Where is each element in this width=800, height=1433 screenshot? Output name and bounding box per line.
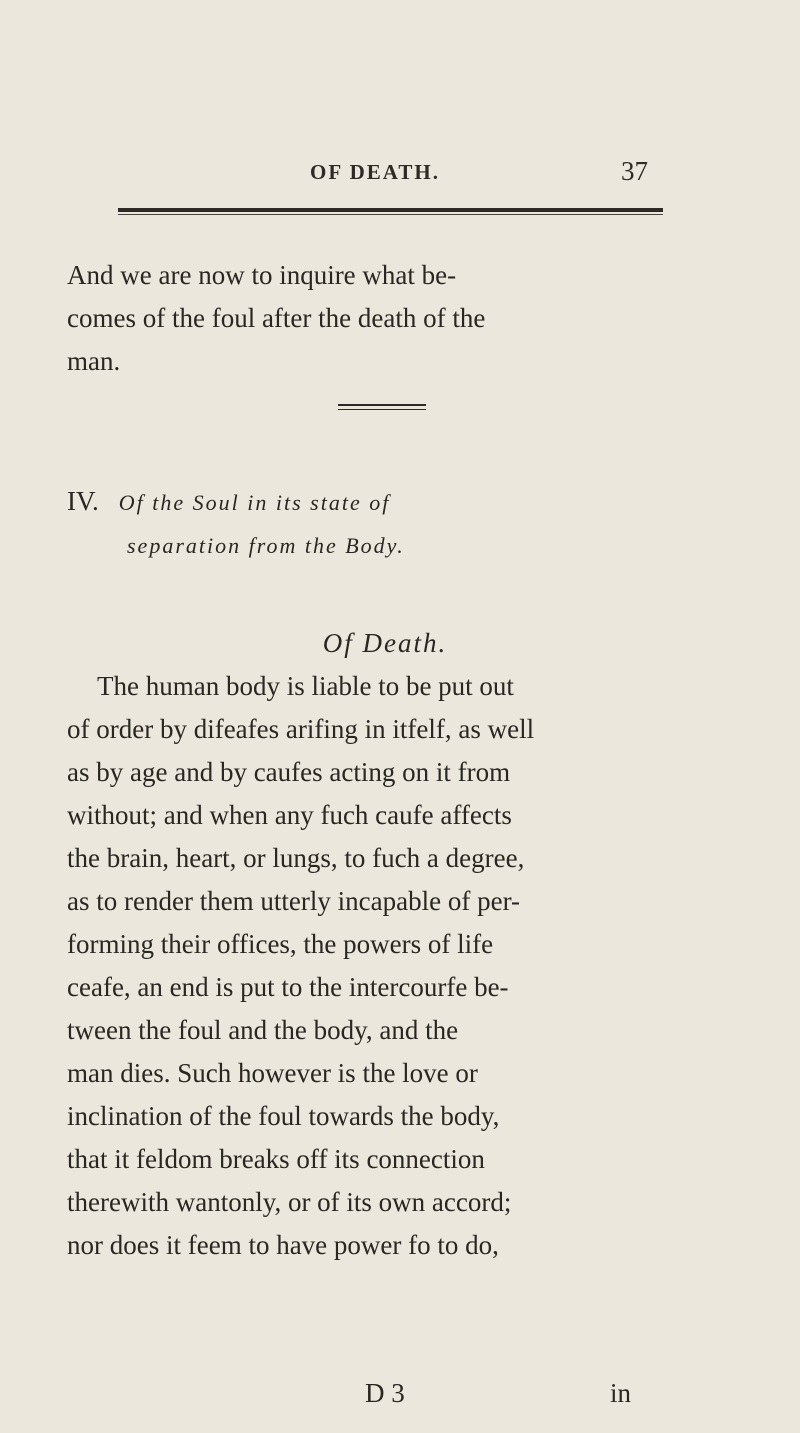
header-rule-thin bbox=[118, 214, 663, 215]
signature-mark: D 3 bbox=[365, 1378, 405, 1408]
text-line: man. bbox=[67, 346, 121, 376]
subsection-title bbox=[0, 628, 800, 659]
text-line: of order by difeafes arifing in itfelf, as well bbox=[67, 714, 535, 744]
running-head-title: OF DEATH. bbox=[310, 160, 441, 184]
text-line: ceafe, an end is put to the intercourfe be- bbox=[67, 972, 509, 1002]
section-title-line: Of the Soul in its state of bbox=[118, 490, 391, 515]
text-line: tween the foul and the body, and the bbox=[67, 1015, 459, 1045]
section-number: IV. bbox=[67, 486, 99, 516]
text-line: the brain, heart, or lungs, to fuch a degree, bbox=[67, 843, 525, 873]
running-head bbox=[0, 156, 800, 200]
text-line: man dies. Such however is the love or bbox=[67, 1058, 478, 1088]
text-line: therewith wantonly, or of its own accord; bbox=[67, 1187, 512, 1217]
text-line: inclination of the foul towards the body, bbox=[67, 1101, 500, 1131]
text-line: And we are now to inquire what be- bbox=[67, 260, 457, 290]
page-number: 37 bbox=[621, 156, 648, 186]
intro-paragraph bbox=[67, 254, 667, 383]
text-line: The human body is liable to be put out bbox=[97, 671, 514, 701]
text-line: without; and when any fuch caufe affects bbox=[67, 800, 512, 830]
text-line: nor does it feem to have power fo to do, bbox=[67, 1230, 499, 1260]
section-divider-rule bbox=[338, 404, 426, 406]
text-line: comes of the foul after the death of the bbox=[67, 303, 486, 333]
text-line: as by age and by caufes acting on it from bbox=[67, 757, 511, 787]
text-line: that it feldom breaks off its connection bbox=[67, 1144, 485, 1174]
text-line: as to render them utterly incapable of per- bbox=[67, 886, 521, 916]
section-divider-rule bbox=[338, 409, 426, 410]
subsection-title-text: Of Death. bbox=[322, 628, 448, 658]
catchword: in bbox=[610, 1378, 632, 1408]
body-paragraph bbox=[67, 665, 667, 1267]
header-rule-thick bbox=[118, 208, 663, 212]
text-line: forming their offices, the powers of life bbox=[67, 929, 494, 959]
section-heading bbox=[67, 480, 687, 567]
section-title-line: separation from the Body. bbox=[127, 533, 405, 558]
